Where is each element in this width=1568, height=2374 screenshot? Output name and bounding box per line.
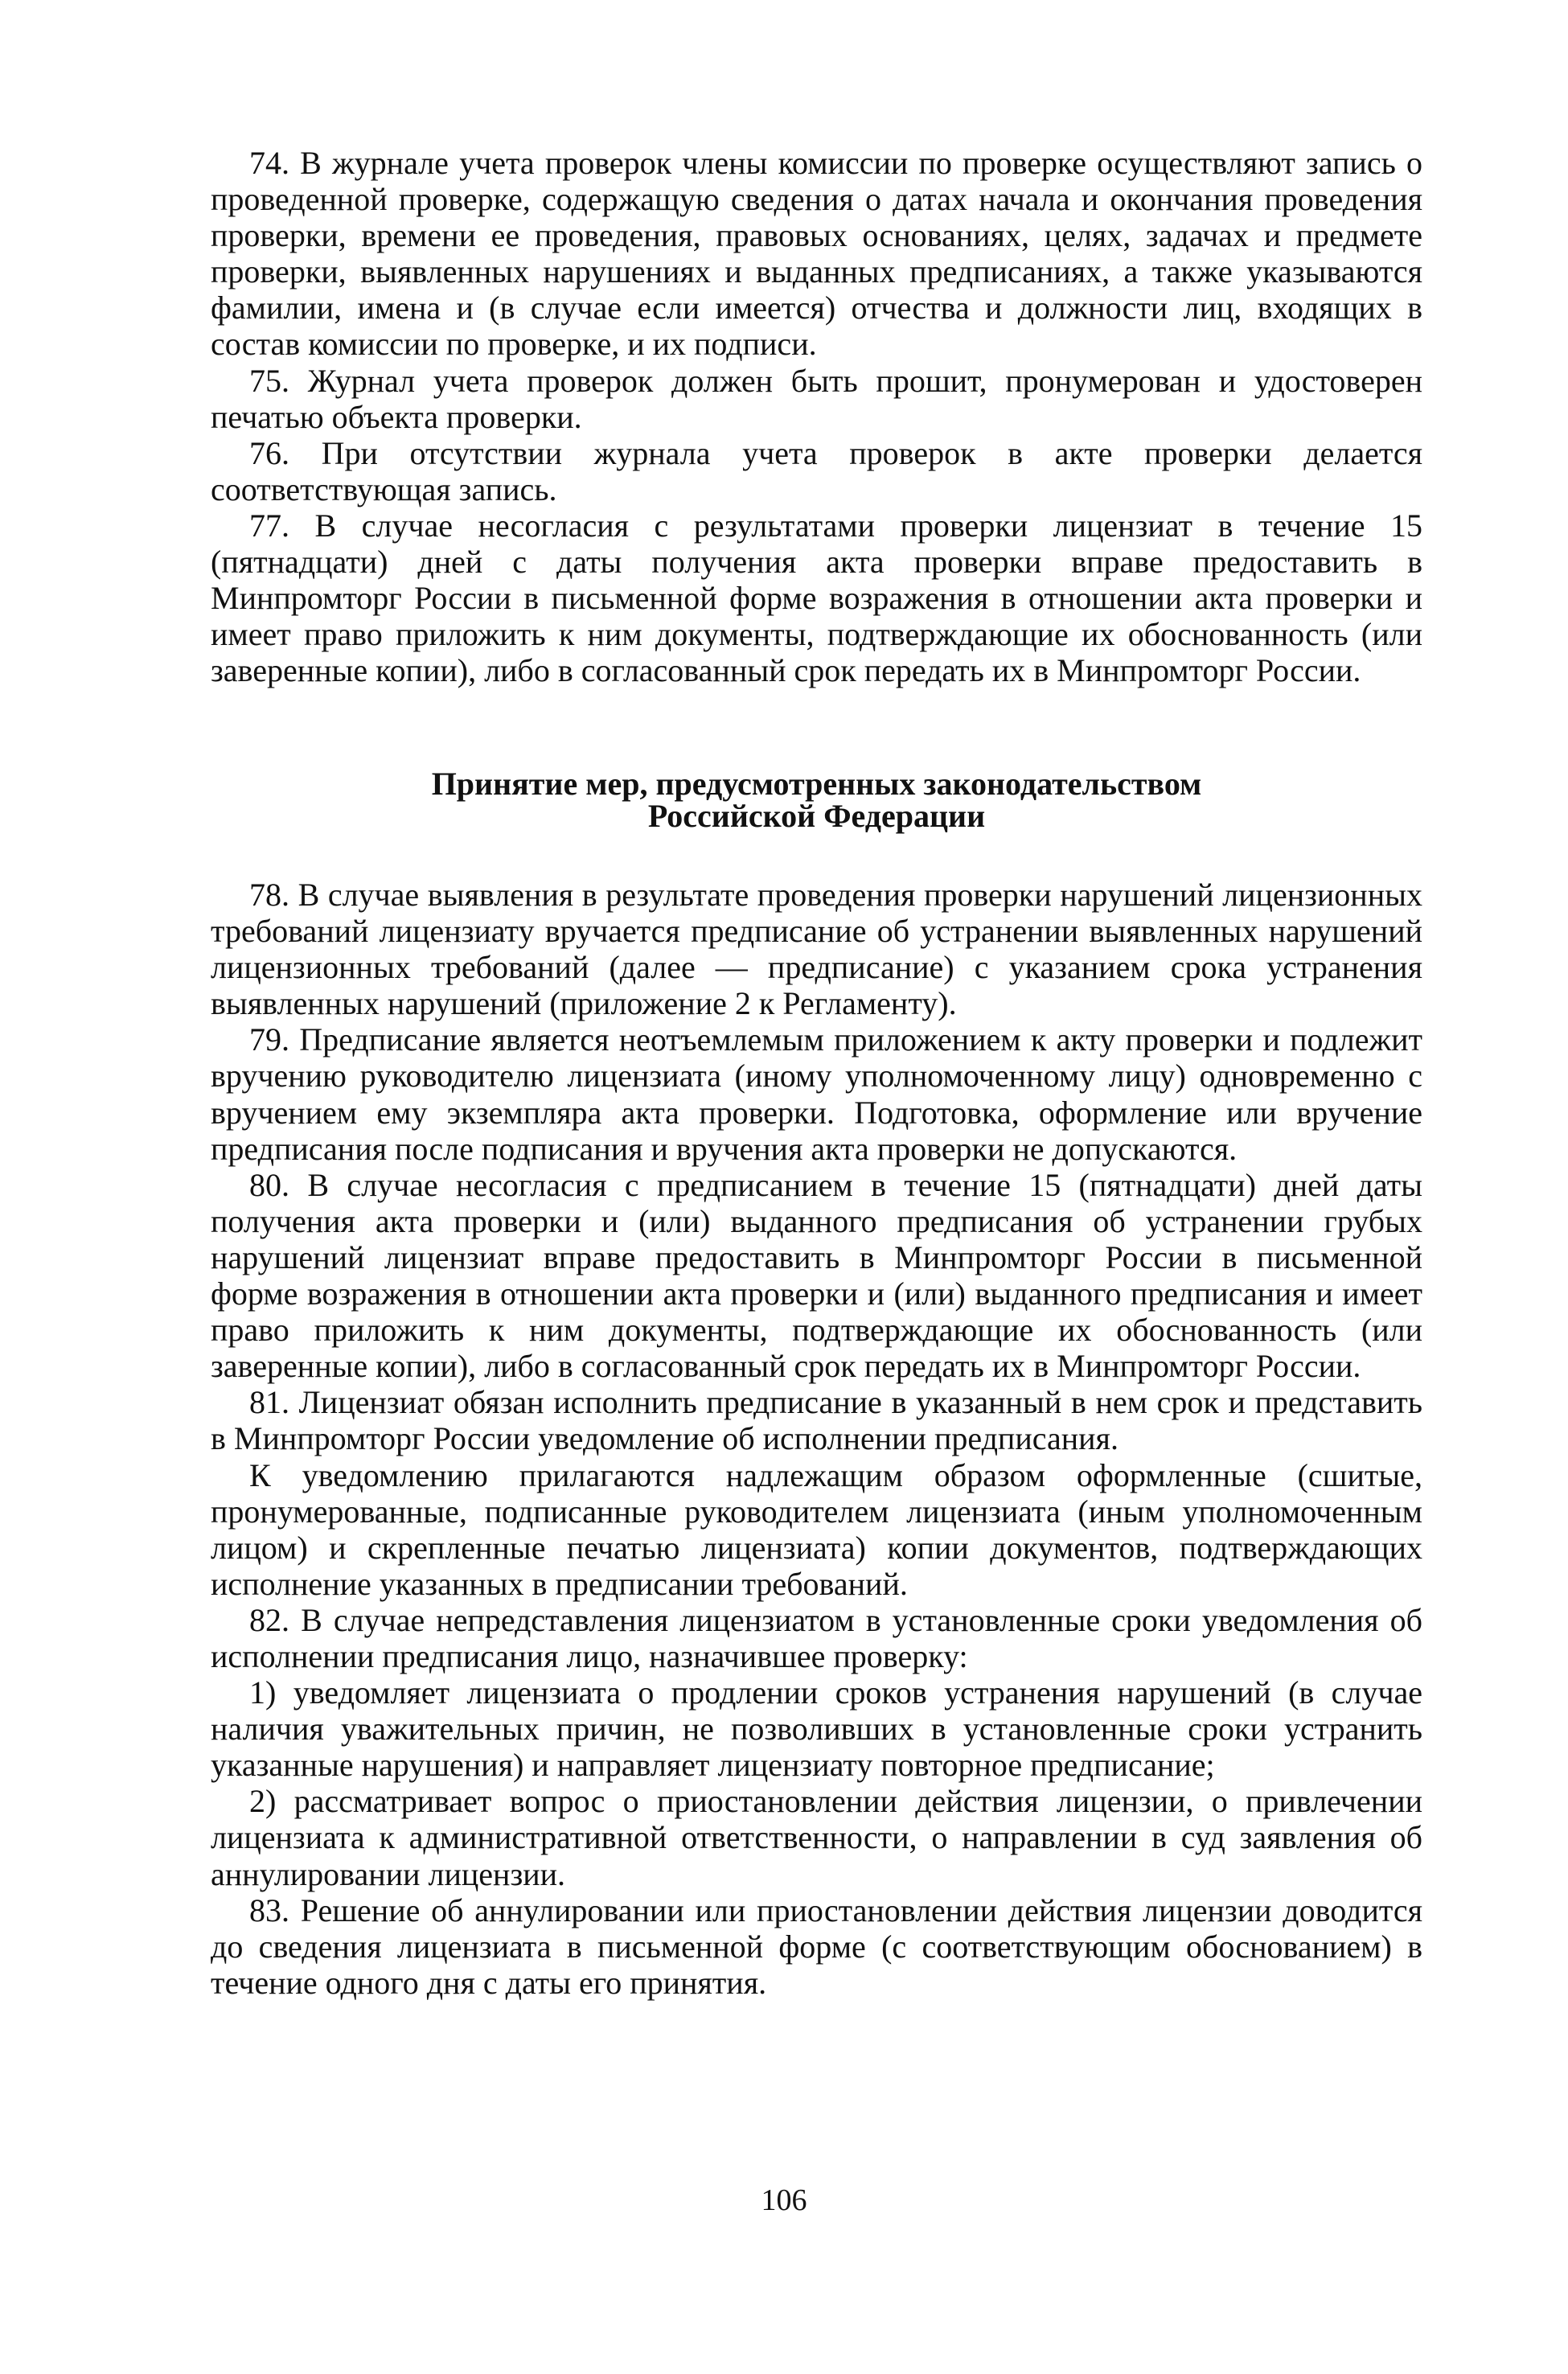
paragraph-82-item-2: 2) рассматривает вопрос о приостановлении действия лицензии, о привлечении лицензиата к административной ответственности, о направлении в суд заявления об аннулировании лицензии. bbox=[211, 1783, 1422, 1892]
paragraph-77: 77. В случае несогласия с результатами проверки лицензиат в течение 15 (пятнадцати) дней с даты получения акта проверки вправе предоставить в Минпромторг России в письменной форме возражения в отношении акта проверки и имеет право приложить к ним документы, подтверждающие их обоснованность (или заверенные копии), либо в согласованный срок передать их в Минпромторг России. bbox=[211, 507, 1422, 689]
paragraph-82-item-1: 1) уведомляет лицензиата о продлении сроков устранения нарушений (в случае наличия уважительных причин, не позволивших в установленные сроки устранить указанные нарушения) и направляет лицензиату повторное предписание; bbox=[211, 1674, 1422, 1784]
text-block-top bbox=[211, 145, 1422, 688]
paragraph-81-attachments: К уведомлению прилагаются надлежащим образом оформленные (сшитые, пронумерованные, подписанные руководителем лицензиата (иным уполномоченным лицом) и скрепленные печатью лицензиата) копии документов, подтверждающих исполнение указанных в предписании требований. bbox=[211, 1456, 1422, 1602]
section-heading-line-1: Принятие мер, предусмотренных законодательством bbox=[431, 766, 1202, 802]
paragraph-76: 76. При отсутствии журнала учета проверок в акте проверки делается соответствующая запись. bbox=[211, 434, 1422, 507]
paragraph-78: 78. В случае выявления в результате проведения проверки нарушений лицензионных требований лицензиату вручается предписание об устранении выявленных нарушений лицензионных требований (далее — предписание) с указанием срока устранения выявленных нарушений (приложение 2 к Регламенту). bbox=[211, 877, 1422, 1022]
section-heading bbox=[211, 768, 1422, 832]
paragraph-81: 81. Лицензиат обязан исполнить предписание в указанный в нем срок и представить в Минпромторг России уведомление об исполнении предписания. bbox=[211, 1384, 1422, 1457]
section-heading-line-2: Российской Федерации bbox=[647, 798, 986, 834]
paragraph-79: 79. Предписание является неотъемлемым приложением к акту проверки и подлежит вручению руководителю лицензиата (иному уполномоченному лицу) одновременно с вручением ему экземпляра акта проверки. Подготовка, оформление или вручение предписания после подписания и вручения акта проверки не допускаются. bbox=[211, 1021, 1422, 1167]
page-number: 106 bbox=[761, 2183, 807, 2217]
paragraph-83: 83. Решение об аннулировании или приостановлении действия лицензии доводится до сведения лицензиата в письменной форме (с соответствующим обоснованием) в течение одного дня с даты его принятия. bbox=[211, 1891, 1422, 2001]
text-block-bottom bbox=[211, 877, 1422, 2001]
paragraph-75: 75. Журнал учета проверок должен быть прошит, пронумерован и удостоверен печатью объекта проверки. bbox=[211, 362, 1422, 435]
paragraph-74: 74. В журнале учета проверок члены комиссии по проверке осуществляют запись о проведенной проверке, содержащую сведения о датах начала и окончания проведения проверки, времени ее проведения, правовых основаниях, целях, задачах и предмете проверки, выявленных нарушениях и выданных предписаниях, а также указываются фамилии, имена и (в случае если имеется) отчества и должности лиц, входящих в состав комиссии по проверке, и их подписи. bbox=[211, 145, 1422, 363]
paragraph-82: 82. В случае непредставления лицензиатом в установленные сроки уведомления об исполнении предписания лицо, назначившее проверку: bbox=[211, 1601, 1422, 1674]
paragraph-80: 80. В случае несогласия с предписанием в течение 15 (пятнадцати) дней даты получения акта проверки и (или) выданного предписания об устранении грубых нарушений лицензиат вправе предоставить в Минпромторг России в письменной форме возражения в отношении акта проверки и (или) выданного предписания и имеет право приложить к ним документы, подтверждающие их обоснованность (или заверенные копии), либо в согласованный срок передать их в Минпромторг России. bbox=[211, 1166, 1422, 1385]
